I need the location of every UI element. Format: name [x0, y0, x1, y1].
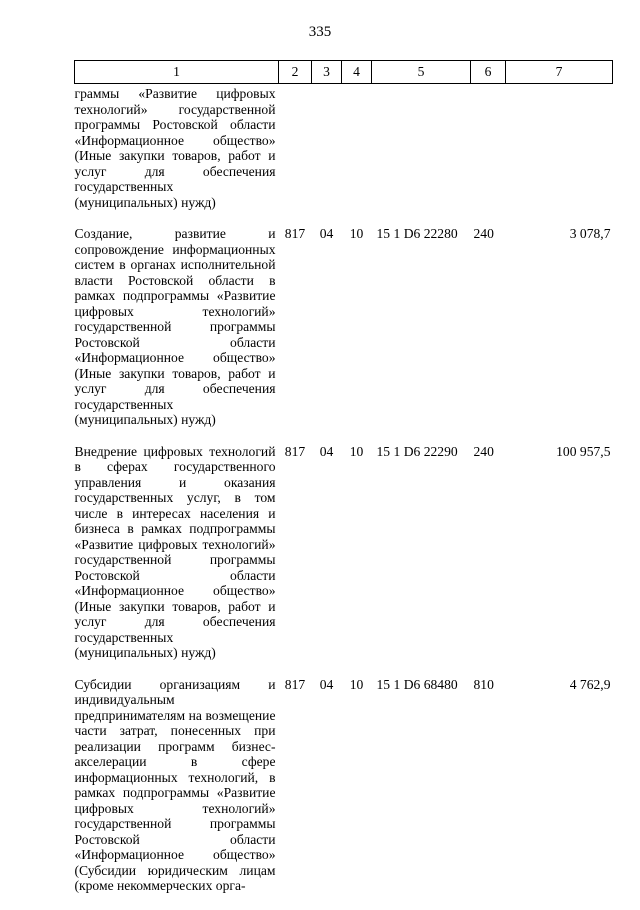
row-section-code: 04 [319, 443, 334, 459]
row-subsection-code [342, 84, 372, 227]
row-section-code: 04 [319, 676, 334, 692]
row-target-code [372, 84, 471, 227]
page-number: 335 [308, 24, 332, 40]
table-header [75, 61, 613, 84]
row-ministry-code: 817 [284, 443, 306, 459]
row-ministry-code: 817 [284, 226, 306, 241]
row-expense-type-code: 240 [473, 443, 494, 459]
row-section-code [312, 84, 342, 227]
row-target-code: 15 1 D6 68480 [376, 676, 458, 692]
row-expense-type-code: 810 [473, 676, 494, 692]
header-col-5: 5 [372, 61, 471, 84]
header-row [75, 61, 613, 84]
row-ministry-code: 817 [284, 676, 306, 692]
row-amount: 4 762,9 [569, 676, 611, 692]
header-col-3: 3 [312, 61, 342, 84]
row-target-code: 15 1 D6 22290 [376, 443, 458, 459]
row-section-code: 04 [319, 226, 334, 241]
table-row [75, 226, 613, 444]
table-row [75, 84, 613, 227]
row-name: Субсидии организациям и индивидуальным предпринимателям на возмещение части затрат, понесенных при реализации программ бизнес-акселерации в сфере информационных технологий, в рамках подпрограммы «Развитие цифровых технологий» государственной программы Ростовской области «Информационное общество» (Субсидии юридическим лицам (кроме некоммерческих орга- [74, 676, 276, 893]
row-expense-type-code [471, 84, 506, 227]
table-row [75, 677, 613, 910]
row-expense-type-code: 240 [473, 226, 494, 241]
row-name: граммы «Развитие цифровых технологий» государственной программы Ростовской области «Информационное общество» (Иные закупки товаров, работ и услуг для обеспечения государственных (муниципальных) нужд) [74, 86, 276, 210]
row-amount: 3 078,7 [569, 226, 611, 241]
row-subsection-code: 10 [349, 443, 364, 459]
table-row [75, 444, 613, 677]
budget-table [74, 60, 613, 910]
row-amount [506, 84, 613, 227]
row-amount: 100 957,5 [556, 443, 611, 459]
header-col-4: 4 [342, 61, 372, 84]
header-col-1: 1 [75, 61, 279, 84]
row-target-code: 15 1 D6 22280 [376, 226, 458, 241]
header-col-7: 7 [506, 61, 613, 84]
row-ministry-code [279, 84, 312, 227]
table-body [75, 84, 613, 910]
header-col-2: 2 [279, 61, 312, 84]
row-subsection-code: 10 [349, 226, 364, 241]
row-subsection-code: 10 [349, 676, 364, 692]
row-name: Создание, развитие и сопровождение информационных систем в органах исполнительной власти Ростовской области в рамках подпрограммы «Развитие цифровых технологий» государственной программы Ростовской области «Информационное общество» (Иные закупки товаров, работ и услуг для обеспечения государственных (муниципальных) нужд) [74, 226, 276, 427]
row-name: Внедрение цифровых технологий в сферах государственного управления и оказания государственных услуг, в том числе в интересах населения и бизнеса в рамках подпрограммы «Развитие цифровых технологий» государственной программы Ростовской области «Информационное общество» (Иные закупки товаров, работ и услуг для обеспечения государственных (муниципальных) нужд) [74, 443, 276, 660]
header-col-6: 6 [471, 61, 506, 84]
